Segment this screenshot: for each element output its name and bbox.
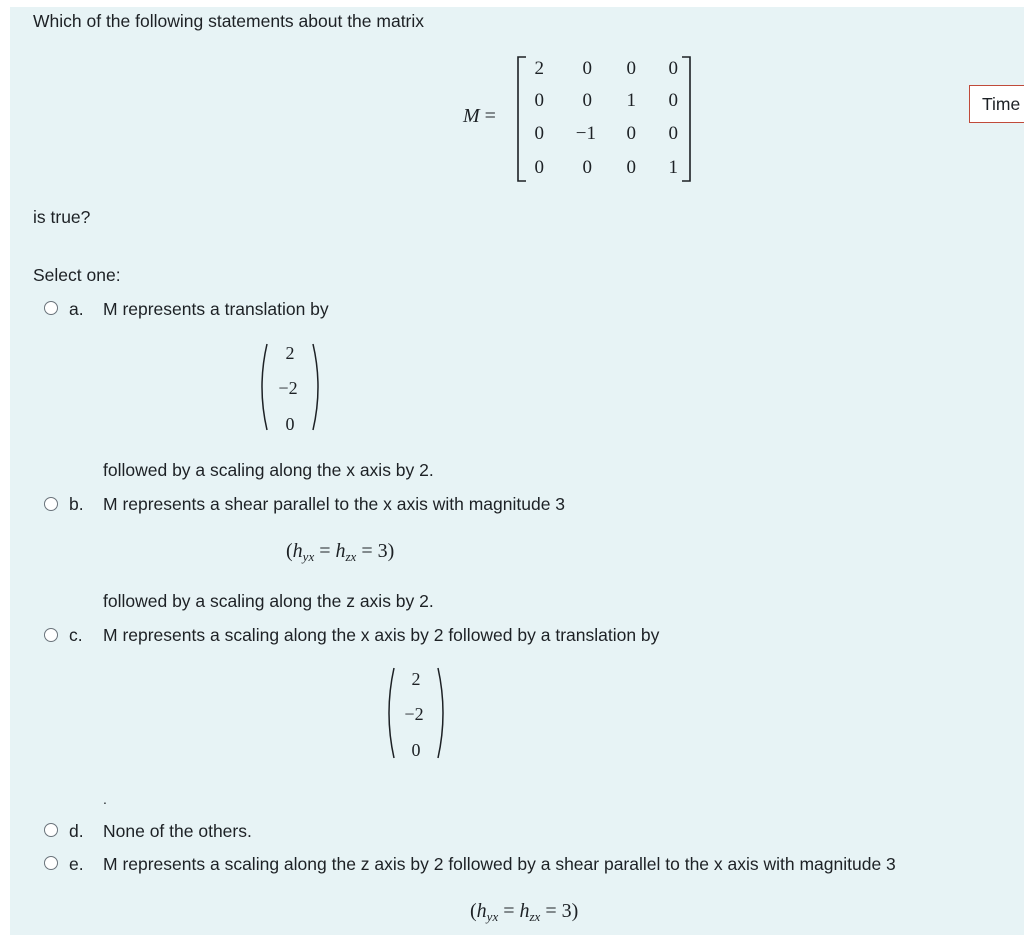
option-c-continuation: . [103, 791, 107, 807]
matrix-cell: 1 [626, 90, 636, 111]
option-e-text: M represents a scaling along the z axis by 2 followed by a shear parallel to the x axis with magnitude 3 [103, 854, 896, 874]
option-b-continuation: followed by a scaling along the z axis by 2. [103, 591, 434, 611]
option-b-radio[interactable] [44, 497, 58, 511]
option-a-radio[interactable] [44, 301, 58, 315]
option-c-text: M represents a scaling along the x axis by 2 followed by a translation by [103, 625, 660, 645]
matrix-cell: 0 [626, 157, 636, 178]
option-e-radio[interactable] [44, 856, 58, 870]
timer-box: Time [969, 85, 1024, 123]
vector-entry: 2 [411, 669, 421, 689]
shear-formula: $(h_{yx} = h_{zx} = 3)$ [470, 900, 579, 924]
matrix-cell: 0 [582, 90, 592, 111]
option-letter: a. [69, 299, 84, 319]
matrix-cell: 0 [626, 58, 636, 79]
matrix-cell: 1 [668, 157, 678, 178]
matrix-cell: 0 [626, 123, 636, 144]
shear-formula: $(h_{yx} = h_{zx} = 3)$ [286, 540, 395, 564]
matrix-cell: 0 [534, 157, 544, 178]
vector-entry: 0 [285, 414, 295, 434]
matrix-cell: 0 [534, 123, 544, 144]
matrix-cell: 0 [534, 90, 544, 111]
matrix-cell: 0 [668, 58, 678, 79]
vector-entry: −2 [278, 378, 298, 398]
matrix-cell: −1 [575, 123, 596, 144]
vector-entry: 2 [285, 343, 295, 363]
matrix-cell: 0 [582, 58, 592, 79]
matrix-cell: 0 [668, 123, 678, 144]
matrix-cell: 0 [668, 90, 678, 111]
option-letter: e. [69, 854, 84, 874]
vector-entry: 0 [411, 740, 421, 760]
matrix-label: M = [463, 105, 496, 127]
option-d-text: None of the others. [103, 821, 252, 841]
option-b-text: M represents a shear parallel to the x axis with magnitude 3 [103, 494, 566, 514]
select-one-prompt: Select one: [33, 265, 121, 285]
vector-entry: −2 [404, 704, 424, 724]
option-d-radio[interactable] [44, 823, 58, 837]
option-a-continuation: followed by a scaling along the x axis by 2. [103, 460, 434, 480]
option-c-radio[interactable] [44, 628, 58, 642]
option-letter: d. [69, 821, 84, 841]
question-tail: is true? [33, 207, 91, 227]
option-letter: c. [69, 625, 83, 645]
option-a-text: M represents a translation by [103, 299, 329, 319]
matrix-cell: 2 [534, 58, 544, 79]
matrix-cell: 0 [582, 157, 592, 178]
question-intro: Which of the following statements about the matrix [33, 11, 425, 31]
option-letter: b. [69, 494, 84, 514]
